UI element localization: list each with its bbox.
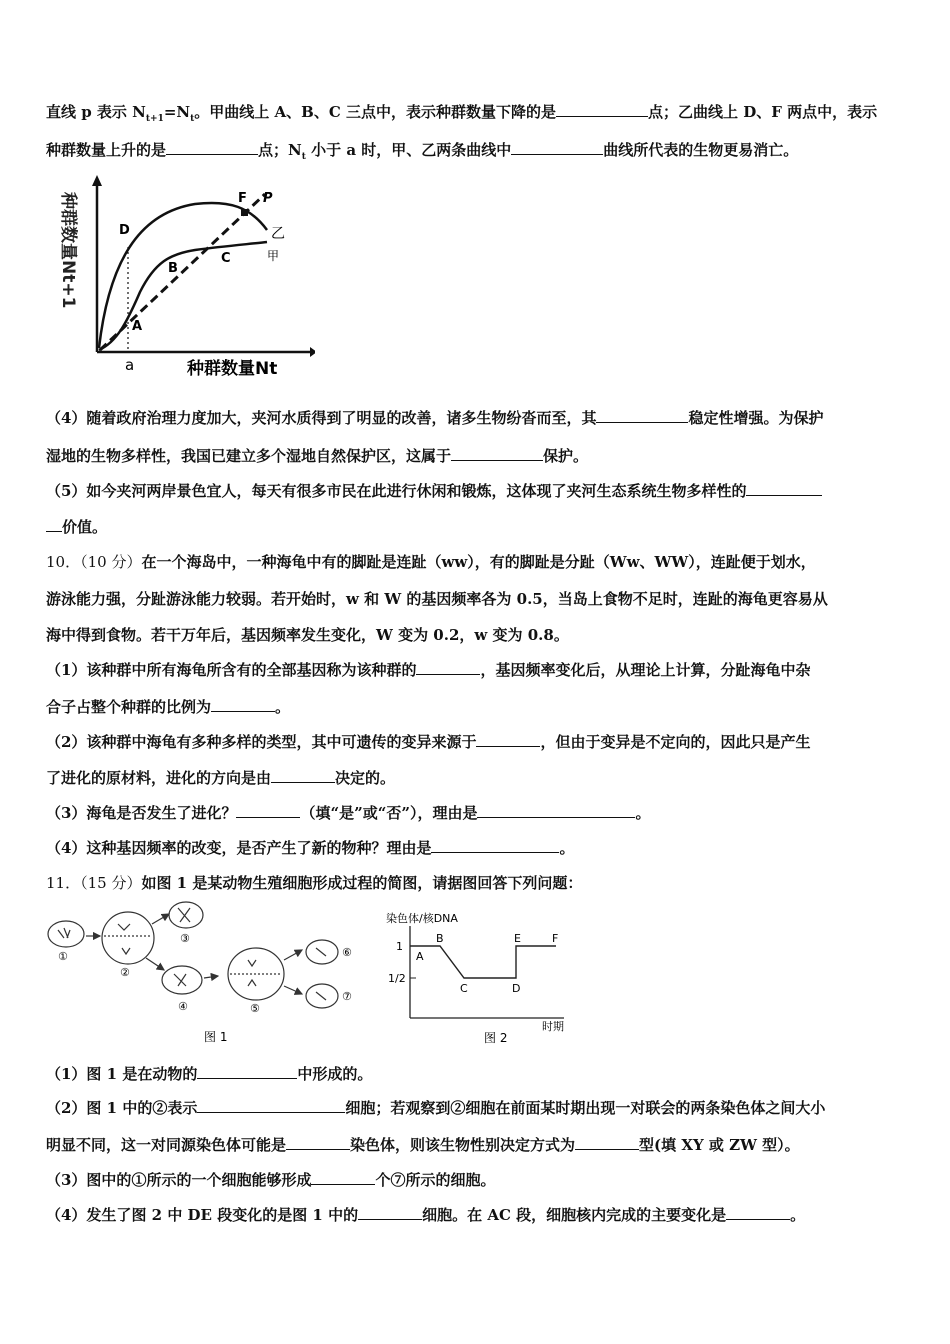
answer-blank[interactable]: [556, 102, 648, 117]
q11-1: （1）图 1 是在动物的 中形成的。: [46, 1065, 373, 1083]
fig2-xlabel: 时期: [542, 1020, 564, 1033]
graph1-point-D: D: [119, 223, 130, 238]
graph1-line-p: P: [263, 191, 273, 206]
answer-blank[interactable]: [286, 1135, 350, 1150]
answer-blank[interactable]: [46, 517, 62, 532]
q11-intro: 11．（15 分）如图 1 是某动物生殖细胞形成过程的简图，请据图回答下列问题：: [46, 874, 583, 892]
answer-blank[interactable]: [236, 803, 300, 818]
answer-blank[interactable]: [746, 481, 822, 496]
graph1-point-C: C: [221, 251, 231, 266]
q9-line1: 直线 p 表示 $N_{t+1}=N_t$。甲曲线上 A、B、C 三点中，表示种群数量下降的是 点；乙曲线上 D、F 两点中，表示: [46, 103, 878, 124]
fig1-label-2: ②: [120, 966, 130, 979]
graph1-point-B: B: [168, 261, 178, 276]
graph1-point-F: F: [238, 191, 247, 206]
q11-2-line2: 明显不同，这一对同源染色体可能是 染色体，则该生物性别决定方式为 型(填 XY 或 ZW 型）。: [46, 1136, 800, 1154]
q10-line2: 游泳能力强，分趾游泳能力较弱。若开始时，w 和 W 的基因频率各为 0.5，当岛上食物不足时，连趾的海龟更容易从: [46, 590, 828, 608]
fig1-caption: 图 1: [204, 1030, 228, 1044]
fig2-point-A: A: [416, 950, 424, 963]
fig2-ytick-half: 1/2: [388, 972, 406, 985]
q10-line3: 海中得到食物。若干万年后，基因频率发生变化，W 变为 0.2，w 变为 0.8。: [46, 626, 569, 644]
q9-5-line1: （5）如今夹河两岸景色宜人，每天有很多市民在此进行休闲和锻炼，这体现了夹河生态系统生物多样性的: [46, 481, 822, 501]
q10-line1: 10．（10 分）在一个海岛中，一种海龟中有的脚趾是连趾（ww），有的脚趾是分趾（Ww、WW），连趾便于划水，: [46, 553, 816, 571]
fig2-ylabel: 染色体/核DNA: [386, 912, 458, 925]
fig2-point-B: B: [436, 932, 444, 945]
fig2-point-E: E: [514, 932, 521, 945]
answer-blank[interactable]: [511, 140, 603, 155]
answer-blank[interactable]: [416, 660, 480, 675]
fig2-point-D: D: [512, 982, 521, 995]
q10-2-line1: （2）该种群中海龟有多种多样的类型，其中可遗传的变异来源于 ，但由于变异是不定向的，因此只是产生: [46, 733, 811, 751]
fig1-label-5: ⑤: [250, 1002, 260, 1015]
graph1-curve-jia: 甲: [267, 249, 280, 263]
answer-blank[interactable]: [476, 732, 540, 747]
q11-3: （3）图中的①所示的一个细胞能够形成 个⑦所示的细胞。: [46, 1171, 496, 1189]
answer-blank[interactable]: [197, 1064, 297, 1079]
answer-blank[interactable]: [477, 803, 635, 818]
population-graph: [55, 172, 315, 387]
fig2-point-C: C: [460, 982, 468, 995]
answer-blank[interactable]: [358, 1205, 422, 1220]
answer-blank[interactable]: [271, 768, 335, 783]
answer-blank[interactable]: [451, 446, 543, 461]
q10-1-line2: 合子占整个种群的比例为 。: [46, 698, 291, 716]
fig2-point-F: F: [552, 932, 559, 945]
q9-5-line2: 价值。: [46, 517, 107, 537]
fig2-ytick-1: 1: [396, 940, 403, 953]
q9-4-line1: （4）随着政府治理力度加大，夹河水质得到了明显的改善，诸多生物纷沓而至，其 稳定性增强。为保护: [46, 409, 824, 427]
answer-blank[interactable]: [211, 697, 275, 712]
answer-blank[interactable]: [197, 1098, 345, 1113]
graph1-tick-a: a: [125, 356, 135, 374]
q10-4: （4）这种基因频率的改变，是否产生了新的物种？理由是 。: [46, 839, 575, 857]
fig1-label-1: ①: [58, 950, 68, 963]
figure-2-ratio-graph: [384, 912, 584, 1048]
answer-blank[interactable]: [726, 1205, 790, 1220]
fig1-label-7: ⑦: [342, 990, 352, 1003]
q10-3: （3）海龟是否发生了进化？ （填“是”或“否”），理由是 。: [46, 804, 651, 822]
graph1-xlabel: 种群数量Nt: [187, 359, 278, 379]
graph1-curve-yi: 乙: [271, 226, 285, 242]
fig1-label-4: ④: [178, 1000, 188, 1013]
q10-2-line2: 了进化的原材料，进化的方向是由 决定的。: [46, 769, 396, 787]
fig1-label-6: ⑥: [342, 946, 352, 959]
fig2-caption: 图 2: [484, 1031, 508, 1045]
answer-blank[interactable]: [596, 408, 688, 423]
answer-blank[interactable]: [166, 140, 258, 155]
q11-2-line1: （2）图 1 中的②表示 细胞；若观察到②细胞在前面某时期出现一对联会的两条染色体之间大小: [46, 1099, 826, 1117]
fig1-label-3: ③: [180, 932, 190, 945]
answer-blank[interactable]: [575, 1135, 639, 1150]
graph1-ylabel: 种群数量Nt+1: [58, 192, 78, 309]
answer-blank[interactable]: [431, 838, 559, 853]
q10-1-line1: （1）该种群中所有海龟所含有的全部基因称为该种群的 ，基因频率变化后，从理论上计算，分趾海龟中杂: [46, 661, 811, 679]
graph1-point-A: A: [132, 319, 143, 334]
q9-line2: 种群数量上升的是 点；$N_t$ 小于 a 时，甲、乙两条曲线中 曲线所代表的生物更易消亡。: [46, 141, 799, 162]
answer-blank[interactable]: [311, 1170, 375, 1185]
figure-1-cell-diagram: [44, 898, 384, 1048]
q9-4-line2: 湿地的生物多样性，我国已建立多个湿地自然保护区，这属于 保护。: [46, 447, 589, 465]
q11-4: （4）发生了图 2 中 DE 段变化的是图 1 中的 细胞。在 AC 段，细胞核内完成的主要变化是 。: [46, 1206, 806, 1224]
